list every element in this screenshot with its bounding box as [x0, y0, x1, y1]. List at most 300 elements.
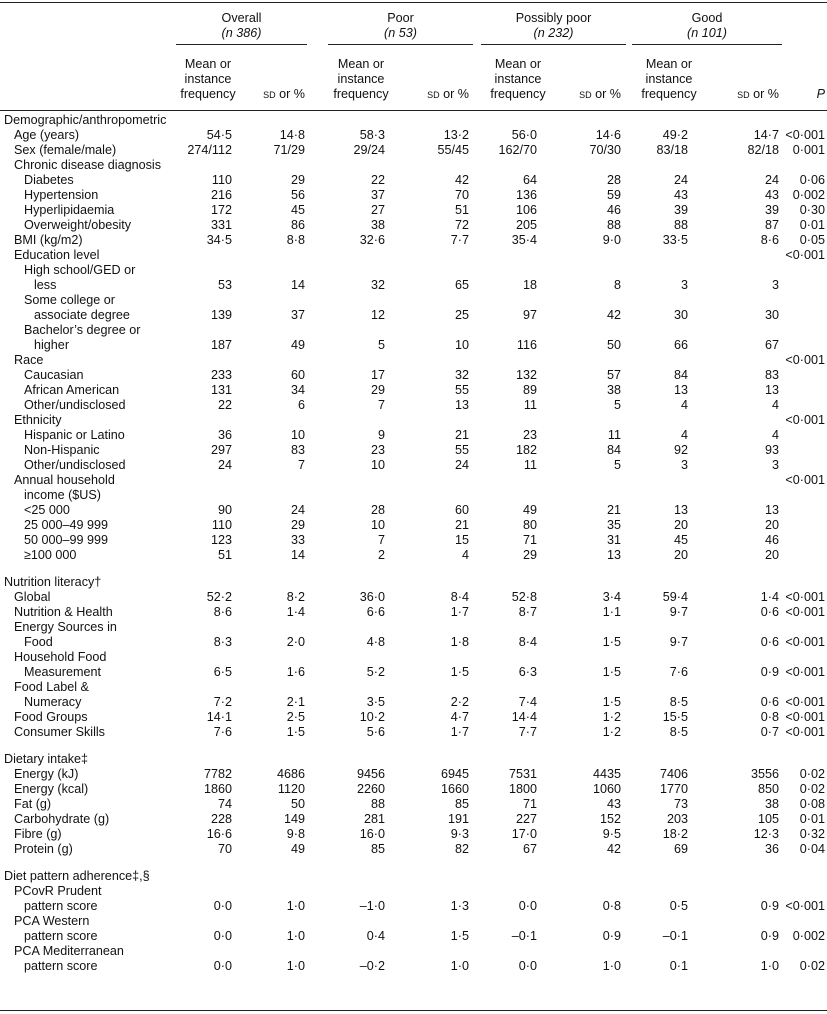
sd-cell: 56	[290, 188, 305, 202]
sd-cell: 43	[764, 188, 779, 202]
table-row	[0, 842, 827, 857]
row-label: African American	[24, 383, 120, 397]
mean-cell: 89	[522, 383, 537, 397]
table-row	[0, 575, 827, 590]
row-label: pattern score	[24, 899, 98, 913]
row-label: associate degree	[34, 308, 130, 322]
mean-cell: 88	[370, 797, 385, 811]
row-label: Bachelor’s degree or	[24, 323, 141, 337]
mean-cell: 182	[515, 443, 537, 457]
mean-col-header: frequency	[490, 87, 546, 101]
row-label: Annual household	[14, 473, 115, 487]
sd-cell: 1060	[592, 782, 621, 796]
mean-cell: 52·8	[511, 590, 537, 604]
sd-cell: 60	[290, 368, 305, 382]
sd-cell: 51	[454, 203, 469, 217]
table-row	[0, 473, 827, 503]
mean-cell: 8·6	[213, 605, 232, 619]
row-label: Hispanic or Latino	[24, 428, 125, 442]
p-value-cell: <0·001	[785, 473, 825, 487]
sd-cell: 10	[454, 338, 469, 352]
sd-col-header: sd or %	[737, 87, 779, 101]
mean-cell: 9·7	[669, 635, 688, 649]
table-row	[0, 128, 827, 143]
mean-cell: 35·4	[511, 233, 537, 247]
mean-cell: 227	[515, 812, 537, 826]
p-value-cell: 0·001	[792, 143, 825, 157]
sd-cell: 14·8	[279, 128, 305, 142]
mean-cell: 5·2	[366, 665, 385, 679]
sd-cell: 59	[606, 188, 621, 202]
sd-cell: 43	[606, 797, 621, 811]
row-label: ≥100 000	[24, 548, 77, 562]
sd-cell: 152	[599, 812, 621, 826]
row-label: Non-Hispanic	[24, 443, 100, 457]
row-label: Other/undisclosed	[24, 458, 126, 472]
sd-cell: 42	[606, 842, 621, 856]
p-value-cell: <0·001	[785, 248, 825, 262]
mean-cell: 0·5	[669, 899, 688, 913]
table-row	[0, 650, 827, 680]
mean-cell: 139	[210, 308, 232, 322]
sd-cell: 70/30	[589, 143, 621, 157]
mean-cell: 22	[217, 398, 232, 412]
mean-cell: 2	[377, 548, 385, 562]
sd-cell: 25	[454, 308, 469, 322]
row-label: Race	[14, 353, 44, 367]
sd-cell: 1·5	[602, 695, 621, 709]
mean-cell: 110	[211, 518, 232, 532]
table-row	[0, 503, 827, 518]
row-label: 50 000–99 999	[24, 533, 109, 547]
table-row	[0, 458, 827, 473]
sd-cell: 850	[757, 782, 779, 796]
p-value-cell: 0·01	[799, 812, 825, 826]
p-value-cell: <0·001	[785, 353, 825, 367]
mean-col-header: Mean or	[645, 57, 693, 71]
mean-cell: 162/70	[498, 143, 537, 157]
sd-cell: 1·8	[450, 635, 469, 649]
sd-cell: 71/29	[273, 143, 305, 157]
mean-cell: 13	[673, 503, 688, 517]
sd-cell: 4435	[592, 767, 621, 781]
mean-cell: 3	[680, 278, 688, 292]
sd-cell: 21	[606, 503, 621, 517]
mean-cell: 73	[673, 797, 688, 811]
sd-cell: 60	[454, 503, 469, 517]
sd-cell: 1·6	[286, 665, 305, 679]
mean-cell: 3	[680, 458, 688, 472]
table-row	[0, 725, 827, 740]
sd-cell: 13	[764, 503, 779, 517]
mean-col-header: frequency	[641, 87, 697, 101]
mean-col-header: Mean or	[337, 57, 385, 71]
sd-cell: 5	[613, 458, 621, 472]
sd-cell: 42	[454, 173, 469, 187]
row-label: Ethnicity	[14, 413, 62, 427]
mean-cell: 29/24	[353, 143, 385, 157]
sd-cell: 29	[290, 518, 305, 532]
mean-cell: 24	[217, 458, 232, 472]
mean-cell: 97	[522, 308, 537, 322]
sd-cell: 0·8	[760, 710, 779, 724]
row-label: Protein (g)	[14, 842, 73, 856]
mean-cell: 29	[370, 383, 385, 397]
group-n-overall: (n 386)	[221, 26, 262, 40]
mean-cell: 11	[523, 398, 537, 412]
mean-cell: 83/18	[656, 143, 688, 157]
mean-cell: 7·6	[213, 725, 232, 739]
row-label: Nutrition literacy†	[4, 575, 102, 589]
mean-cell: 16·6	[206, 827, 232, 841]
row-label: Food Label &	[14, 680, 89, 694]
mean-cell: 106	[515, 203, 537, 217]
sd-cell: 8·6	[760, 233, 779, 247]
mean-cell: 9	[377, 428, 385, 442]
sd-cell: 14	[290, 548, 305, 562]
mean-cell: 90	[217, 503, 232, 517]
mean-cell: 132	[515, 368, 537, 382]
sd-cell: 1·4	[760, 590, 779, 604]
p-value-cell: <0·001	[785, 590, 825, 604]
table-row	[0, 368, 827, 383]
mean-col-header: instance	[337, 72, 385, 86]
sd-cell: 2·1	[286, 695, 305, 709]
mean-cell: 6·5	[213, 665, 232, 679]
mean-cell: 23	[522, 428, 537, 442]
mean-cell: 74	[217, 797, 232, 811]
sd-cell: 50	[290, 797, 305, 811]
p-value-cell: <0·001	[785, 413, 825, 427]
sd-col-header: sd or %	[427, 87, 469, 101]
sd-cell: 83	[290, 443, 305, 457]
mean-cell: 123	[210, 533, 232, 547]
mean-cell: 32	[370, 278, 385, 292]
mean-cell: 52·2	[206, 590, 232, 604]
mean-cell: 4	[680, 398, 688, 412]
mean-cell: 11	[523, 458, 537, 472]
sd-cell: 21	[454, 518, 469, 532]
row-label: Dietary intake‡	[4, 752, 88, 766]
mean-cell: 10·2	[359, 710, 385, 724]
sd-cell: 7	[297, 458, 305, 472]
row-label: pattern score	[24, 959, 98, 973]
sd-cell: 2·0	[286, 635, 305, 649]
sd-cell: 1·5	[602, 635, 621, 649]
mean-cell: 17	[370, 368, 385, 382]
mean-cell: 7·2	[213, 695, 232, 709]
p-value-cell: 0·02	[799, 959, 825, 973]
sd-cell: 0·9	[760, 929, 779, 943]
mean-cell: 0·4	[366, 929, 385, 943]
sd-cell: 7·7	[450, 233, 469, 247]
sd-cell: 13	[454, 398, 469, 412]
row-label: Energy Sources in	[14, 620, 117, 634]
sd-cell: 1·2	[602, 710, 621, 724]
sd-cell: 14·7	[753, 128, 779, 142]
mean-cell: –0·1	[662, 929, 688, 943]
p-value-cell: 0·06	[799, 173, 825, 187]
mean-cell: 45	[673, 533, 688, 547]
mean-cell: 37	[370, 188, 385, 202]
sd-cell: 1·1	[602, 605, 621, 619]
mean-cell: 8·7	[518, 605, 537, 619]
p-value-cell: 0·30	[799, 203, 825, 217]
sd-cell: 1·5	[450, 665, 469, 679]
sd-cell: 1·7	[450, 605, 469, 619]
mean-cell: 7·4	[518, 695, 537, 709]
mean-cell: 14·1	[206, 710, 232, 724]
possibly-poor-group-rule	[481, 44, 626, 45]
mean-cell: 7406	[659, 767, 688, 781]
row-label: PCovR Prudent	[14, 884, 102, 898]
table-row	[0, 233, 827, 248]
mean-cell: 36	[217, 428, 232, 442]
mean-cell: 7531	[508, 767, 537, 781]
mean-cell: 187	[210, 338, 232, 352]
mean-cell: 297	[210, 443, 232, 457]
sd-cell: 9·3	[450, 827, 469, 841]
sd-cell: 4	[461, 548, 469, 562]
row-label: Sex (female/male)	[14, 143, 117, 157]
table-row	[0, 293, 827, 323]
sd-cell: 57	[606, 368, 621, 382]
mean-cell: 80	[522, 518, 537, 532]
sd-cell: 29	[290, 173, 305, 187]
row-label: Numeracy	[24, 695, 82, 709]
mean-cell: 22	[370, 173, 385, 187]
mean-cell: 15·5	[662, 710, 688, 724]
table-row	[0, 158, 827, 173]
row-label: Hypertension	[24, 188, 99, 202]
sd-cell: 8·2	[286, 590, 305, 604]
mean-cell: 10	[370, 518, 385, 532]
table-row	[0, 518, 827, 533]
mean-cell: 6·3	[518, 665, 537, 679]
table-row	[0, 797, 827, 812]
sd-cell: 86	[290, 218, 305, 232]
sd-cell: 38	[764, 797, 779, 811]
sd-cell: 1·4	[286, 605, 305, 619]
mean-cell: 205	[515, 218, 537, 232]
row-label: Global	[14, 590, 51, 604]
row-label: Nutrition & Health	[14, 605, 113, 619]
sd-cell: 87	[764, 218, 779, 232]
table-row	[0, 443, 827, 458]
table-row	[0, 767, 827, 782]
mean-cell: 1860	[203, 782, 232, 796]
mean-cell: 92	[673, 443, 688, 457]
table-row	[0, 383, 827, 398]
table-row	[0, 710, 827, 725]
p-value-cell: <0·001	[785, 899, 825, 913]
mean-cell: 10	[370, 458, 385, 472]
p-value-cell: <0·001	[785, 128, 825, 142]
p-value-cell: <0·001	[785, 695, 825, 709]
p-value-cell: 0·32	[799, 827, 825, 841]
table-row	[0, 113, 827, 128]
sd-cell: 1·0	[286, 929, 305, 943]
mean-cell: 64	[522, 173, 537, 187]
table-bottom-rule	[0, 1010, 827, 1011]
sd-cell: 0·9	[602, 929, 621, 943]
overall-group-rule	[176, 44, 307, 45]
mean-cell: –1·0	[359, 899, 385, 913]
group-header-poor: Poor	[387, 11, 414, 25]
p-value-cell: <0·001	[785, 635, 825, 649]
mean-cell: 20	[673, 548, 688, 562]
mean-col-header: Mean or	[494, 57, 542, 71]
sd-cell: 0·6	[760, 635, 779, 649]
header-bottom-rule	[0, 110, 827, 111]
sd-cell: 93	[764, 443, 779, 457]
mean-cell: 8·4	[518, 635, 537, 649]
table-row	[0, 827, 827, 842]
mean-col-header: instance	[184, 72, 232, 86]
row-label: higher	[34, 338, 70, 352]
row-label: Consumer Skills	[14, 725, 105, 739]
sd-cell: 67	[764, 338, 779, 352]
table-row	[0, 812, 827, 827]
sd-cell: 1·5	[450, 929, 469, 943]
sd-cell: 5	[613, 398, 621, 412]
row-label: Age (years)	[14, 128, 80, 142]
sd-cell: 84	[606, 443, 621, 457]
mean-cell: 281	[363, 812, 385, 826]
sd-cell: 9·8	[286, 827, 305, 841]
group-n-poor: (n 53)	[384, 26, 417, 40]
mean-cell: –0·1	[511, 929, 537, 943]
table-row	[0, 203, 827, 218]
table-row	[0, 752, 827, 767]
sd-cell: 149	[283, 812, 305, 826]
row-label: <25 000	[24, 503, 70, 517]
p-value-cell: 0·01	[799, 218, 825, 232]
mean-cell: 228	[210, 812, 232, 826]
mean-cell: 34·5	[206, 233, 232, 247]
sd-cell: 1·2	[602, 725, 621, 739]
sd-cell: 4	[771, 428, 779, 442]
mean-cell: 28	[370, 503, 385, 517]
sd-cell: 37	[290, 308, 305, 322]
sd-cell: 39	[764, 203, 779, 217]
mean-cell: 54·5	[206, 128, 232, 142]
mean-cell: 3·5	[366, 695, 385, 709]
row-label: income ($US)	[24, 488, 101, 502]
table-row	[0, 218, 827, 233]
sd-cell: 9·0	[602, 233, 621, 247]
mean-cell: 84	[673, 368, 688, 382]
row-label: Energy (kcal)	[14, 782, 89, 796]
row-label: BMI (kg/m2)	[14, 233, 83, 247]
mean-cell: 5·6	[366, 725, 385, 739]
sd-col-header: sd or %	[263, 87, 305, 101]
mean-cell: 274/112	[187, 143, 232, 157]
p-value-cell: 0·02	[799, 767, 825, 781]
mean-cell: –0·2	[359, 959, 385, 973]
sd-cell: 24	[454, 458, 469, 472]
row-label: Education level	[14, 248, 100, 262]
sd-cell: 1660	[440, 782, 469, 796]
table-row	[0, 884, 827, 914]
group-header-possibly-poor: Possibly poor	[515, 11, 592, 25]
sd-cell: 33	[290, 533, 305, 547]
mean-col-header: Mean or	[184, 57, 232, 71]
p-col-header: P	[816, 87, 825, 101]
sd-cell: 4686	[276, 767, 305, 781]
mean-cell: 23	[370, 443, 385, 457]
poor-group-rule	[328, 44, 473, 45]
table-top-rule	[0, 2, 827, 3]
sd-cell: 31	[606, 533, 621, 547]
sd-cell: 50	[606, 338, 621, 352]
mean-cell: 0·0	[213, 899, 232, 913]
mean-cell: 56·0	[511, 128, 537, 142]
mean-cell: 13	[673, 383, 688, 397]
p-value-cell: <0·001	[785, 710, 825, 724]
table-row	[0, 590, 827, 605]
mean-cell: 51	[217, 548, 232, 562]
sd-cell: 72	[454, 218, 469, 232]
sd-cell: 3·4	[602, 590, 621, 604]
sd-cell: 11	[607, 428, 621, 442]
mean-cell: 216	[210, 188, 232, 202]
mean-cell: 58·3	[359, 128, 385, 142]
mean-cell: 9·7	[669, 605, 688, 619]
sd-col-header: sd or %	[579, 87, 621, 101]
mean-cell: 0·0	[213, 929, 232, 943]
row-label: Caucasian	[24, 368, 84, 382]
mean-cell: 8·5	[669, 695, 688, 709]
sd-cell: 8·8	[286, 233, 305, 247]
sd-cell: 85	[454, 797, 469, 811]
mean-cell: 38	[370, 218, 385, 232]
p-value-cell: 0·05	[799, 233, 825, 247]
sd-cell: 24	[764, 173, 779, 187]
p-value-cell: <0·001	[785, 725, 825, 739]
mean-cell: 71	[522, 797, 537, 811]
mean-cell: 233	[210, 368, 232, 382]
sd-cell: 35	[606, 518, 621, 532]
sd-cell: 32	[454, 368, 469, 382]
table-row	[0, 533, 827, 548]
mean-cell: 17·0	[511, 827, 537, 841]
sd-cell: 15	[454, 533, 469, 547]
sd-cell: 1·0	[760, 959, 779, 973]
sd-cell: 2·2	[450, 695, 469, 709]
mean-cell: 12	[370, 308, 385, 322]
mean-cell: 67	[522, 842, 537, 856]
sd-cell: 38	[606, 383, 621, 397]
mean-cell: 1770	[659, 782, 688, 796]
table-row	[0, 428, 827, 443]
mean-cell: 69	[673, 842, 688, 856]
mean-cell: 33·5	[662, 233, 688, 247]
sd-cell: 20	[764, 518, 779, 532]
row-label: Carbohydrate (g)	[14, 812, 110, 826]
table-row	[0, 398, 827, 413]
mean-col-header: instance	[645, 72, 693, 86]
row-label: Food	[24, 635, 53, 649]
sd-cell: 4·7	[450, 710, 469, 724]
mean-cell: 0·0	[213, 959, 232, 973]
mean-cell: 131	[210, 383, 232, 397]
mean-col-header: instance	[494, 72, 542, 86]
sd-cell: 36	[764, 842, 779, 856]
mean-cell: 88	[673, 218, 688, 232]
mean-cell: 29	[522, 548, 537, 562]
table-row	[0, 413, 827, 428]
